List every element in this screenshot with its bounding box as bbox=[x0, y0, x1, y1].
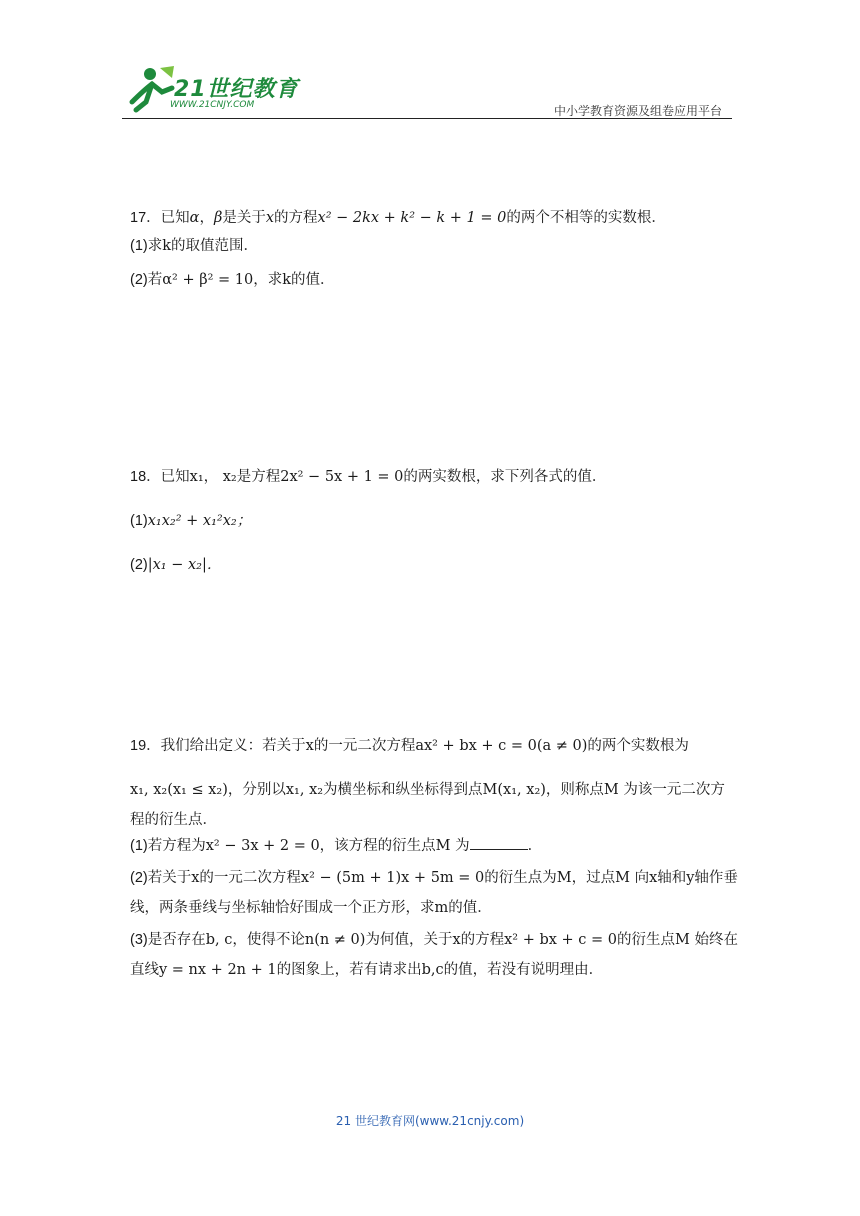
q17-beta: β bbox=[213, 210, 223, 226]
q18-part2 bbox=[130, 554, 735, 576]
q19-part1 bbox=[130, 835, 735, 857]
q19-part1-text: 若方程为x² − 3x + 2 = 0，该方程的衍生点M 为 bbox=[147, 838, 470, 854]
q18-stem bbox=[130, 466, 735, 488]
q19-line2: x₁, x₂(x₁ ≤ x₂)，分别以x₁, x₂为横坐标和纵坐标得到点M(x₁, x₂)，则称点M 为该一元二次方 bbox=[130, 782, 725, 798]
site-logo bbox=[122, 62, 299, 116]
q17-part2 bbox=[130, 269, 735, 291]
q18-part1-text: x₁x₂² + x₁²x₂； bbox=[147, 513, 252, 529]
q17-text-d: 的两个不相等的实数根． bbox=[506, 210, 666, 226]
q19-part2-line1 bbox=[130, 867, 738, 889]
q17-text-b: 是关于 bbox=[222, 210, 266, 226]
q19-part3-line1 bbox=[130, 929, 738, 951]
page-header bbox=[122, 62, 732, 118]
q18-part1-label: (1) bbox=[130, 513, 148, 529]
q17-alpha: α bbox=[189, 210, 200, 226]
q19-part2-label: (2) bbox=[130, 870, 148, 886]
q17-sep: ， bbox=[199, 210, 214, 226]
q19-line1-text: 我们给出定义：若关于x的一元二次方程ax² + bx + c = 0(a ≠ 0)的两个实数根为 bbox=[160, 738, 689, 754]
q19-part2-line2: 线，两条垂线与坐标轴恰好围成一个正方形，求m的值． bbox=[130, 900, 492, 916]
q17-part1-text: 求k的取值范围． bbox=[147, 238, 259, 254]
q19-part2-text1: 若关于x的一元二次方程x² − (5m + 1)x + 5m = 0的衍生点为M，过点M 向x轴和y轴作垂 bbox=[147, 870, 738, 886]
q17-part1 bbox=[130, 235, 735, 257]
logo-url: WWW.21CNJY.COM bbox=[170, 100, 255, 110]
q19-line1 bbox=[130, 735, 735, 757]
q19-part1-end: ． bbox=[527, 838, 543, 854]
q18-part1 bbox=[130, 510, 735, 532]
q17-text-c: 的方程 bbox=[274, 210, 318, 226]
q17-part2-text: 若α² + β² = 10，求k的值． bbox=[147, 272, 335, 288]
q19-number: 19． bbox=[130, 738, 161, 754]
q19-part3-label: (3) bbox=[130, 932, 148, 948]
question-18 bbox=[130, 466, 735, 576]
q17-equation: x² − 2kx + k² − k + 1 = 0 bbox=[317, 210, 507, 226]
q17-number: 17． bbox=[130, 210, 161, 226]
question-17 bbox=[130, 207, 735, 291]
answer-blank[interactable] bbox=[470, 835, 528, 850]
q17-text-a: 已知 bbox=[160, 210, 190, 226]
q18-part2-label: (2) bbox=[130, 557, 148, 573]
q17-x: x bbox=[265, 210, 275, 226]
page-footer[interactable]: 21 世纪教育网(www.21cnjy.com) bbox=[335, 1114, 525, 1128]
q19-part1-label: (1) bbox=[130, 838, 148, 854]
q17-stem bbox=[130, 207, 735, 229]
header-divider bbox=[122, 118, 732, 119]
logo-text: 21世纪教育 bbox=[174, 77, 299, 102]
header-platform-text: 中小学教育资源及组卷应用平台 bbox=[553, 104, 722, 118]
q19-part3-line2: 直线y = nx + 2n + 1的图象上，若有请求出b,c的值，若没有说明理由． bbox=[130, 962, 604, 978]
q18-number: 18． bbox=[130, 469, 161, 485]
q18-part2-text: |x₁ − x₂|． bbox=[147, 557, 222, 573]
q19-line3: 程的衍生点． bbox=[130, 812, 217, 828]
q17-part2-label: (2) bbox=[130, 272, 148, 288]
q17-part1-label: (1) bbox=[130, 238, 148, 254]
question-19 bbox=[130, 735, 738, 981]
q18-stem-text: 已知x₁， x₂是方程2x² − 5x + 1 = 0的两实数根，求下列各式的值． bbox=[160, 469, 607, 485]
q19-part3-text1: 是否存在b, c，使得不论n(n ≠ 0)为何值，关于x的方程x² + bx + c = 0的衍生点M 始终在 bbox=[147, 932, 738, 948]
